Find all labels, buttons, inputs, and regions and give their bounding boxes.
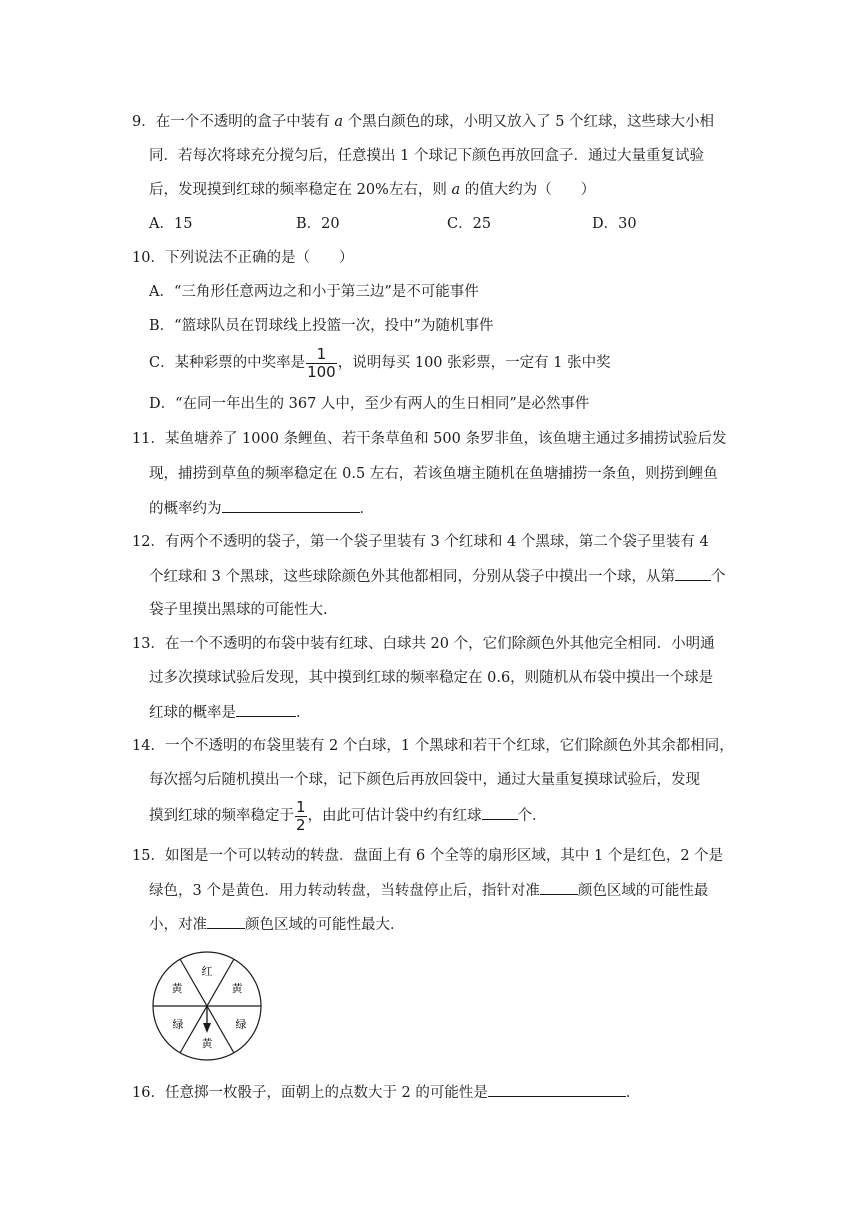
q9-option-b: B．20 [296, 216, 340, 232]
q14-line-2: 每次摇匀后随机摸出一个球，记下颜色后再放回袋中，通过大量重复摸球试验后，发现 [149, 772, 700, 788]
sector-label-yellow: 黄 [231, 982, 243, 995]
q10-option-c: C．某种彩票的中奖率是 $\frac{1}{100}$ ，说明每买 100 张彩票，一定有 1 张中奖 [149, 344, 611, 381]
q10-stem: 10．下列说法不正确的是（ ） [132, 250, 354, 266]
q11-line-3: 的概率约为 ． [149, 498, 374, 519]
q16-line-1: 16．任意掷一枚骰子，面朝上的点数大于 2 的可能性是 ． [132, 1082, 640, 1103]
answer-blank[interactable] [488, 1082, 626, 1097]
answer-blank[interactable] [675, 566, 711, 581]
sector-label-yellow: 黄 [171, 982, 183, 995]
q9-option-a: A．15 [149, 216, 193, 232]
q9-line-2: 同．若每次将球充分搅匀后，任意摸出 1 个球记下颜色再放回盒子．通过大量重复试验 [149, 148, 704, 164]
q15-line-1: 15．如图是一个可以转动的转盘．盘面上有 6 个全等的扇形区域，其中 1 个是红色，2 个是 [132, 848, 724, 864]
sector-label-green: 绿 [235, 1018, 247, 1031]
sector-label-green: 绿 [172, 1018, 184, 1031]
q11-line-2: 现，捕捞到草鱼的频率稳定在 0.5 左右，若该鱼塘主随机在鱼塘捕捞一条鱼，则捞到鲤鱼 [149, 466, 718, 482]
q9-option-c: C．25 [447, 216, 492, 232]
q15-line-2: 绿色，3 个是黄色．用力转动转盘，当转盘停止后，指针对准 颜色区域的可能性最 [149, 880, 708, 901]
sector-label-red: 红 [201, 965, 213, 978]
answer-blank[interactable] [222, 498, 360, 513]
answer-blank[interactable] [207, 914, 245, 929]
q14-line-1: 14．一个不透明的布袋里装有 2 个白球，1 个黑球和若干个红球，它们除颜色外其余都相同， [132, 738, 734, 754]
q13-line-2: 过多次摸球试验后发现，其中摸到红球的频率稳定在 0.6，则随机从布袋中摸出一个球是 [149, 670, 714, 686]
answer-blank[interactable] [236, 702, 296, 717]
q9-line-1: 9．在一个不透明的盒子中装有 a 个黑白颜色的球，小明又放入了 5 个红球，这些球大小相 [132, 114, 715, 130]
q12-line-3: 袋子里摸出黑球的可能性大. [149, 602, 328, 618]
answer-blank[interactable] [540, 880, 578, 895]
q11-line-1: 11．某鱼塘养了 1000 条鲤鱼、若干条草鱼和 500 条罗非鱼，该鱼塘主通过多捕捞试验后发 [132, 431, 727, 447]
q13-line-3: 红球的概率是 ． [149, 702, 311, 723]
sector-label-yellow: 黄 [201, 1037, 213, 1050]
q9-line-3: 后，发现摸到红球的频率稳定在 20%左右，则 a 的值大约为（ ） [149, 182, 596, 198]
fraction-1-100: $\frac{1}{100}$ [307, 344, 336, 381]
q14-line-3: 摸到红球的频率稳定于 $\frac{1}{2}$ ，由此可估计袋中约有红球 个． [149, 797, 547, 834]
answer-blank[interactable] [482, 805, 518, 820]
q10-option-a: A．“三角形任意两边之和小于第三边”是不可能事件 [149, 284, 479, 300]
q15-line-3: 小，对准 颜色区域的可能性最大． [149, 914, 405, 935]
q12-line-2: 个红球和 3 个黑球，这些球除颜色外其他都相同，分别从袋子中摸出一个球，从第 个 [149, 566, 725, 587]
q13-line-1: 13．在一个不透明的布袋中装有红球、白球共 20 个，它们除颜色外其他完全相同．小明通 [132, 636, 715, 652]
pointer-arrow-icon [203, 1023, 211, 1033]
fraction-1-2: $\frac{1}{2}$ [296, 797, 306, 834]
q9-option-d: D．30 [592, 216, 637, 232]
q10-option-b: B．“篮球队员在罚球线上投篮一次，投中”为随机事件 [149, 318, 494, 334]
q10-option-d: D．“在同一年出生的 367 人中，至少有两人的生日相同”是必然事件 [149, 396, 590, 412]
spinner-diagram [150, 951, 266, 1061]
q12-line-1: 12．有两个不透明的袋子，第一个袋子里装有 3 个红球和 4 个黑球，第二个袋子里装有 4 [132, 534, 709, 550]
